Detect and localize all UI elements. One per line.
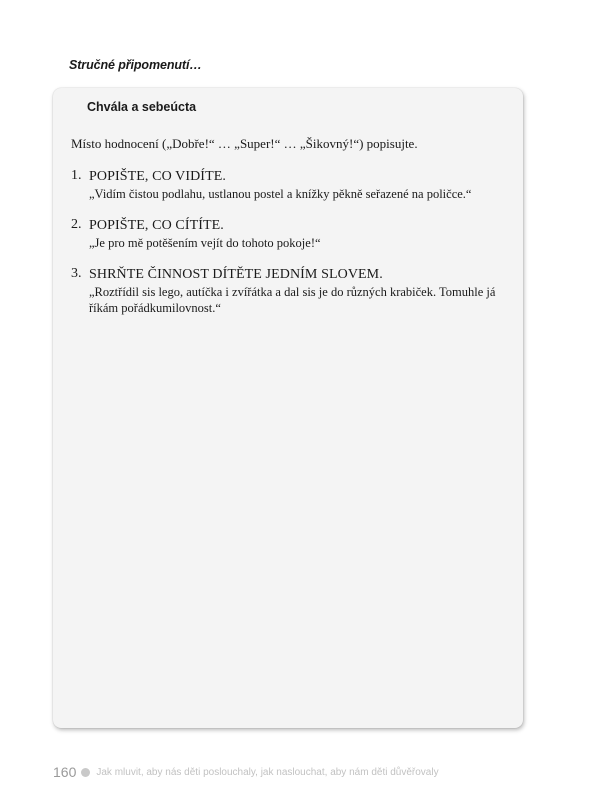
list-item — [71, 168, 511, 202]
tip-example: „Vidím čistou podlahu, ustlanou postel a knížky pěkně seřazené na poličce.“ — [89, 187, 472, 201]
bullet-dot-icon — [81, 768, 90, 777]
tip-example: „Roztřídil sis lego, autíčka i zvířátka a dal sis je do různých krabiček. Tomuhle já říkám pořádkumilovnost.“ — [89, 285, 496, 315]
tip-number: 1. — [71, 168, 82, 183]
running-title: Jak mluvit, aby nás děti poslouchaly, jak naslouchat, aby nám děti důvěřovaly — [96, 766, 439, 778]
tips-list — [71, 168, 511, 331]
tip-heading: POPIŠTE, CO VIDÍTE. — [89, 169, 226, 184]
page-number: 160 — [53, 764, 77, 780]
card-title: Chvála a sebeúcta — [87, 100, 197, 114]
section-heading: Stručné připomenutí… — [69, 58, 202, 72]
tip-heading: POPIŠTE, CO CÍTÍTE. — [89, 218, 224, 233]
page-footer — [53, 764, 439, 780]
tip-heading: SHRŇTE ČINNOST DÍTĚTE JEDNÍM SLOVEM. — [89, 267, 383, 282]
tip-number: 3. — [71, 266, 82, 281]
list-item — [71, 217, 511, 251]
tip-number: 2. — [71, 217, 82, 232]
card-intro: Místo hodnocení („Dobře!“ … „Super!“ … „Šikovný!“) popisujte. — [71, 136, 418, 151]
list-item — [71, 266, 511, 316]
summary-card — [53, 88, 523, 728]
tip-example: „Je pro mě potěšením vejít do tohoto pokoje!“ — [89, 236, 321, 250]
